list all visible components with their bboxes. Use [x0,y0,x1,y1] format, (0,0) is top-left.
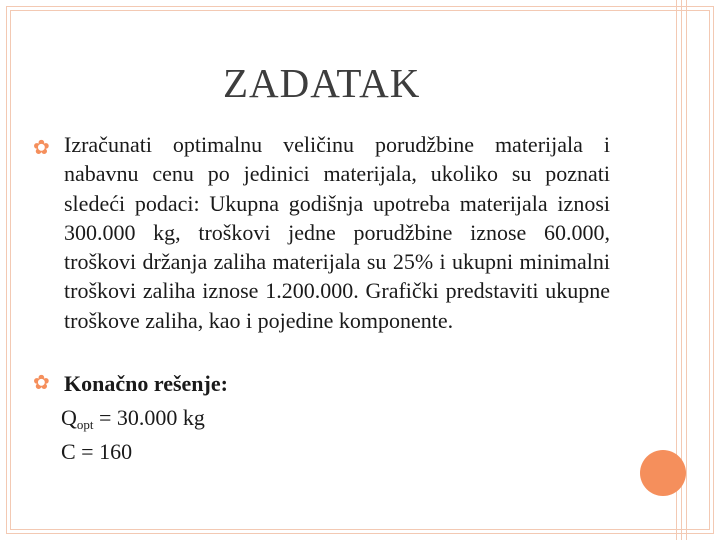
q-value: = 30.000 kg [93,405,205,430]
decorative-vertical-line [686,0,687,540]
gear-bullet-icon: ✿ [33,137,50,159]
gear-bullet-icon: ✿ [33,372,50,394]
q-subscript: opt [76,417,94,432]
slide-title: ZADATAK [223,60,421,106]
q-opt-line [61,403,205,439]
q-symbol: Q [61,405,77,430]
task-paragraph: Izračunati optimalnu veličinu porudžbine materijala i nabavnu cenu po jedinici materijala, ukoliko su poznati sledeći podaci: Ukupna godišnja upotreba materijala iznosi 300.000 kg, troškovi jedne porudžbine iznose 60.000, troškovi držanja zaliha materijala su 25% i ukupni minimalni troškovi zaliha iznose 1.200.000. Grafički predstaviti ukupne troškove zaliha, kao i pojedine komponente. [64,132,610,333]
c-value-line: C = 160 [61,439,133,464]
final-solution-label: Konačno rešenje: [64,371,228,396]
decorative-circle [640,450,686,496]
